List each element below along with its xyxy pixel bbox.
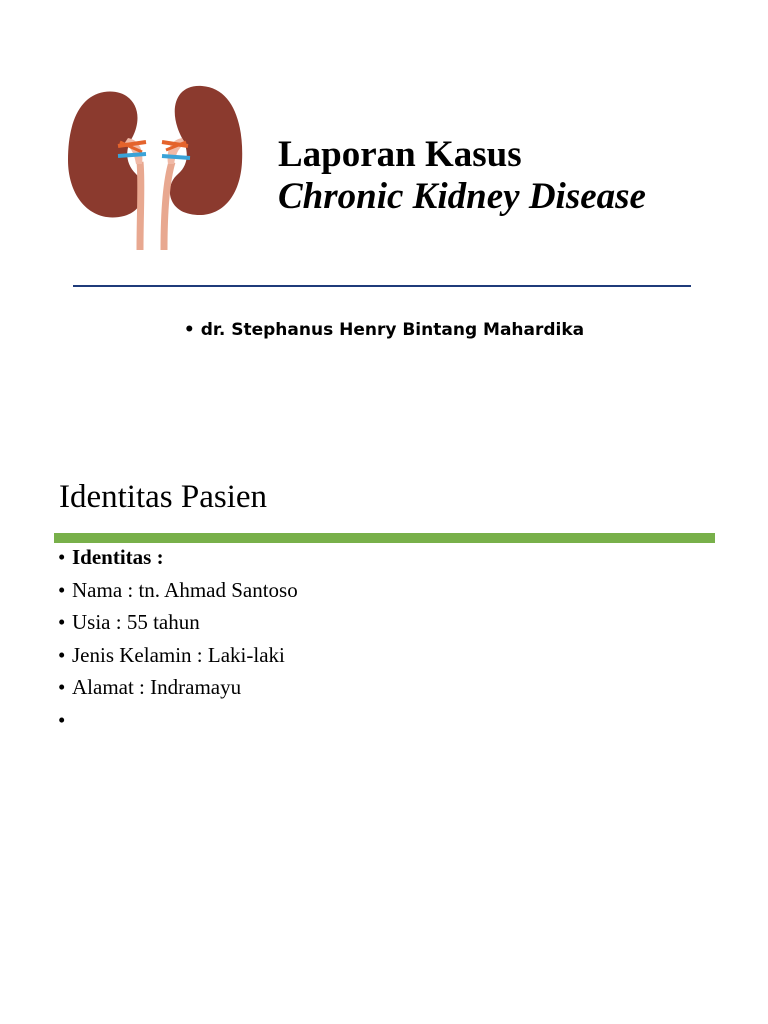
kidneys-icon <box>62 82 248 254</box>
patient-name: Nama : tn. Ahmad Santoso <box>72 577 298 602</box>
author-line <box>0 318 768 342</box>
bullet-icon: • <box>58 707 66 732</box>
patient-age: Usia : 55 tahun <box>72 610 200 634</box>
title-line-1: Laporan Kasus <box>278 134 522 175</box>
identity-slide <box>0 460 768 1024</box>
title-line-2: Chronic Kidney Disease <box>278 176 646 217</box>
identity-list <box>58 541 298 736</box>
list-item <box>58 639 298 672</box>
list-item <box>58 704 298 737</box>
bullet-icon: • <box>58 610 66 634</box>
list-item <box>58 574 298 607</box>
list-item <box>58 541 298 574</box>
author-name: dr. Stephanus Henry Bintang Mahardika <box>200 320 585 340</box>
bullet-icon: • <box>58 577 66 602</box>
title-divider <box>73 285 691 287</box>
bullet-icon: • <box>58 642 66 667</box>
patient-sex: Jenis Kelamin : Laki-laki <box>72 642 285 667</box>
title-block <box>278 134 738 218</box>
bullet-icon: • <box>183 320 195 340</box>
patient-address: Alamat : Indramayu <box>72 675 242 699</box>
section-title: Identitas Pasien <box>59 479 268 515</box>
list-item <box>58 606 298 639</box>
bullet-icon: • <box>58 545 66 569</box>
bullet-icon: • <box>58 675 66 699</box>
list-item <box>58 671 298 704</box>
identity-heading: Identitas : <box>72 545 164 569</box>
title-slide <box>0 0 768 420</box>
